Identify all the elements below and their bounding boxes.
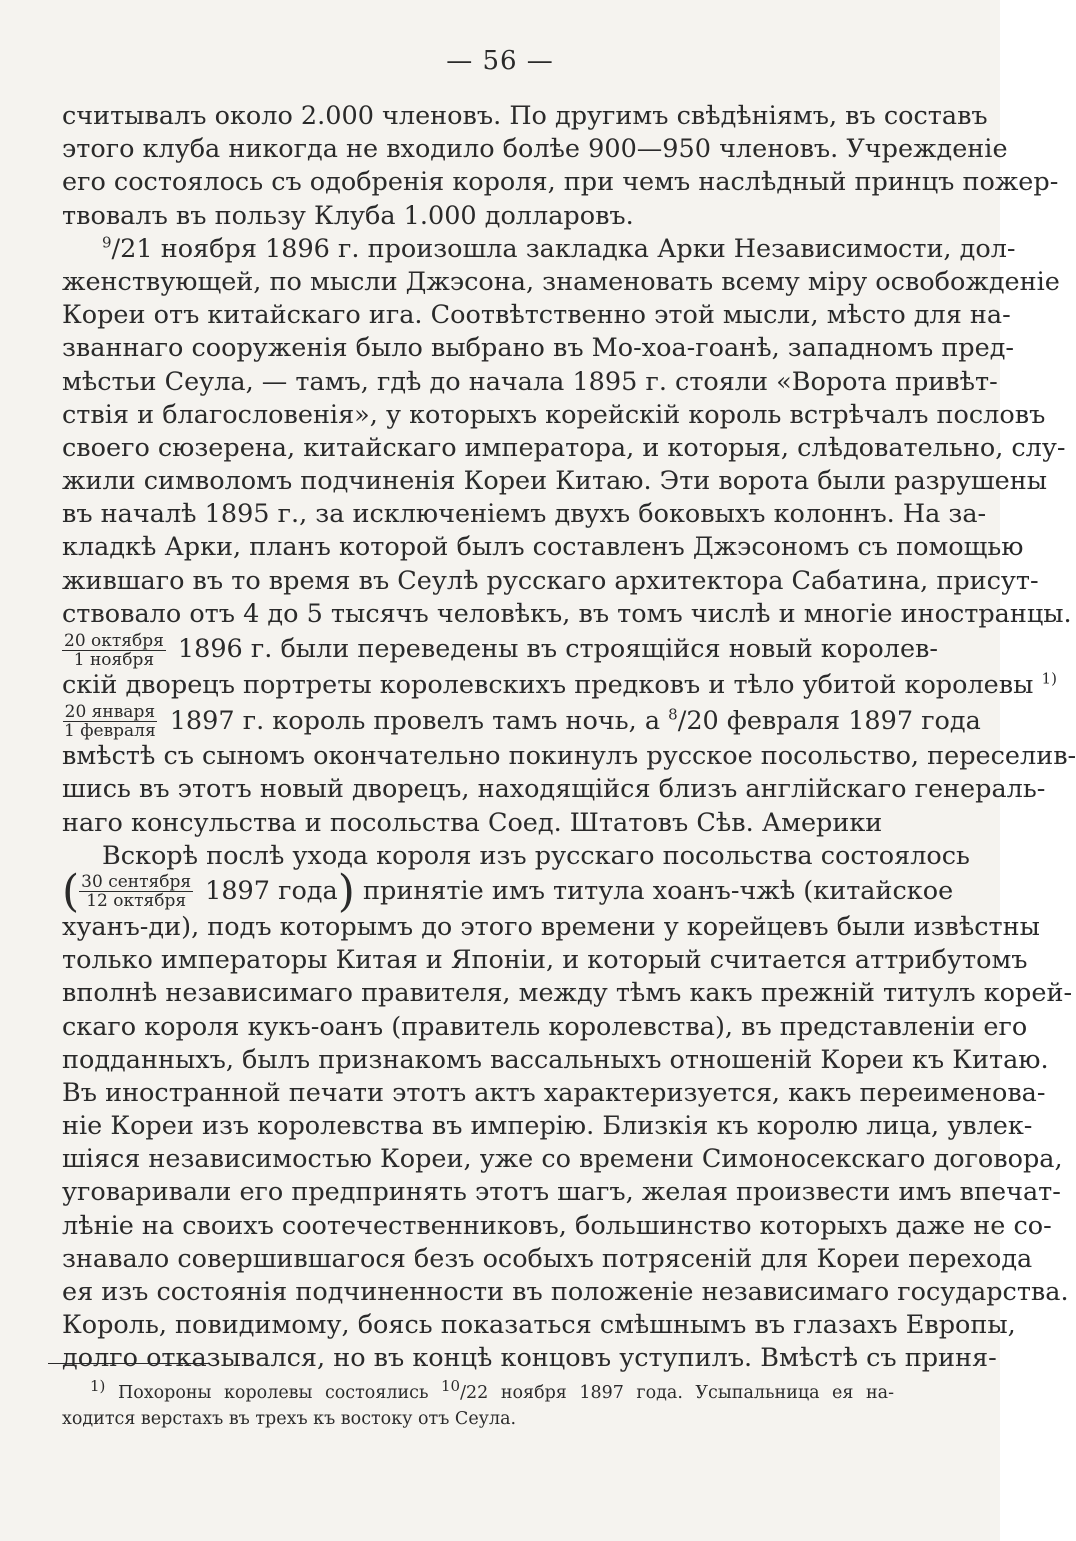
text-fragment: ноября 1897 года. Усыпальница ея на-	[500, 1383, 894, 1403]
text-line: Вскорѣ послѣ ухода короля изъ русскаго посольства состоялось	[102, 840, 970, 871]
footnote	[62, 1377, 894, 1432]
text-fragment: февраля 1897 года	[726, 705, 981, 736]
text-line: только императоры Китая и Японіи, и который считается аттрибутомъ	[62, 945, 1028, 976]
text-line: женствующей, по мысли Джэсона, знаменовать всему міру освобожденіе	[62, 266, 1060, 297]
text-line: Король, повидимому, боясь показаться смѣшнымъ въ глазахъ Европы,	[62, 1310, 1016, 1341]
date-denominator: 22	[466, 1383, 489, 1403]
date-fraction-line	[62, 630, 939, 670]
fraction-numerator: 30 сентября	[81, 872, 192, 893]
text-line: наго консульства и посольства Соед. Штатовъ Сѣв. Америки	[62, 807, 883, 838]
text-line: хуанъ-ди), подъ которымъ до этого времени у корейцевъ были извѣстны	[62, 911, 1040, 942]
footnote-line: 1) Похороны королевы состоялись 10/22 ноября 1897 года. Усыпальница ея на-	[90, 1377, 894, 1403]
text-line: шись въ этотъ новый дворецъ, находящійся близъ англійскаго генераль-	[62, 774, 1046, 805]
text-line: вмѣстѣ съ сыномъ окончательно покинулъ русское посольство, переселив-	[62, 741, 1076, 772]
text-line	[62, 669, 1057, 702]
text-line: мѣстьи Сеула, — тамъ, гдѣ до начала 1895 г. стояли «Ворота привѣт-	[62, 366, 998, 397]
text-line: подданныхъ, былъ признакомъ вассальныхъ отношеній Кореи къ Китаю.	[62, 1044, 1049, 1075]
text-line: ствовало отъ 4 до 5 тысячъ человѣкъ, въ томъ числѣ и многіе иностранцы.	[62, 598, 1072, 629]
fraction-numerator: 20 января	[64, 701, 156, 722]
footnote-divider	[48, 1363, 210, 1364]
text-line: лѣніе на своихъ соотечественниковъ, большинство которыхъ даже не со-	[62, 1210, 1052, 1241]
date-numerator: 9	[102, 233, 112, 252]
date-fraction	[62, 632, 166, 669]
footnote-line: ходится верстахъ въ трехъ къ востоку отъ Сеула.	[62, 1409, 517, 1429]
text-line: ея изъ состоянія подчиненности въ положеніе независимаго государства.	[62, 1277, 1069, 1307]
text-fragment: принятіе имъ титула хоанъ-чжѣ (китайское	[363, 876, 954, 907]
text-line: своего сюзерена, китайскаго императора, и которыя, слѣдовательно, слу-	[62, 432, 1066, 463]
text-line: скаго короля кукъ-оанъ (правитель королевства), въ представленіи его	[62, 1011, 1028, 1042]
date-numerator: 8	[668, 705, 678, 724]
text-line: Въ иностранной печати этотъ актъ характеризуется, какъ переименова-	[62, 1077, 1046, 1108]
text-line: вполнѣ независимаго правителя, между тѣмъ какъ прежній титулъ корей-	[62, 978, 1073, 1009]
text-line: жившаго въ то время въ Сеулѣ русскаго архитектора Сабатина, присут-	[62, 565, 1039, 596]
fraction-denominator: 12 октября	[86, 891, 187, 912]
text-line: $^9$/21 ноября 1896 г. произошла закладка Арки Независимости, дол-	[102, 233, 1016, 264]
text-line: жили символомъ подчиненія Кореи Китаю. Эти ворота были разрушены	[62, 466, 1047, 497]
text-line: званнаго сооруженія было выбрано въ Мо-хоа-гоанѣ, западномъ пред-	[62, 333, 1015, 364]
text-line: ніе Кореи изъ королевства въ имперію. Близкія къ королю лица, увлек-	[62, 1111, 1033, 1142]
text-line: считывалъ около 2.000 членовъ. По другимъ свѣдѣніямъ, въ составъ	[62, 101, 988, 131]
date-numerator: 10	[441, 1377, 461, 1396]
text-line: этого клуба никогда не входило болѣе 900—950 членовъ. Учрежденіе	[62, 134, 1008, 165]
text-line: его состоялось съ одобренія короля, при чемъ наслѣдный принцъ пожер-	[62, 167, 1059, 198]
page-number: — 56 —	[446, 46, 554, 76]
date-fraction-line	[62, 701, 981, 741]
text-fragment: 1897 г. король провелъ тамъ ночь, а	[169, 705, 661, 736]
text-line: шіяся независимостью Кореи, уже со времени Симоносекскаго договора,	[62, 1144, 1063, 1175]
text-line: кладкѣ Арки, планъ которой былъ составленъ Джэсономъ съ помощью	[62, 532, 1024, 563]
text-fragment: 1897 года	[205, 876, 338, 907]
fraction-numerator: 20 октября	[64, 630, 164, 651]
text-fragment: 1896 г. были переведены въ строящійся новый королев-	[177, 634, 939, 665]
text-fragment: скій дворецъ портреты королевскихъ предковъ и тѣло убитой королевы	[62, 670, 1034, 700]
date-denominator: 20	[686, 705, 719, 736]
text-line: ствія и благословенія», у которыхъ корейскій король встрѣчалъ пословъ	[62, 399, 1046, 430]
date-fraction-line	[62, 865, 954, 917]
text-line: уговаривали его предпринять этотъ шагъ, желая произвести имъ впечат-	[62, 1177, 1061, 1208]
open-paren: (	[62, 865, 80, 917]
text-fragment: 1897 г. король провелъ тамъ ночь, а $^8$/20 февраля 1897 года	[169, 705, 981, 736]
text-line: твовалъ въ пользу Клуба 1.000 долларовъ.	[62, 200, 634, 231]
text-fragment: ноября 1896 г. произошла закладка Арки Независимости, дол-	[160, 233, 1016, 264]
text-fragment: Похороны королевы состоялись	[117, 1383, 429, 1403]
footnote-ref: 1)	[1041, 669, 1057, 688]
fraction-denominator: 1 ноября	[73, 649, 155, 670]
close-paren: )	[337, 865, 355, 917]
body-text	[62, 100, 1076, 1376]
date-fraction	[62, 703, 158, 740]
text-line: въ началѣ 1895 г., за исключеніемъ двухъ боковыхъ колоннъ. На за-	[62, 499, 987, 530]
text-line: знавало совершившагося безъ особыхъ потрясеній для Кореи перехода	[62, 1243, 1033, 1274]
date-denominator: 21	[120, 233, 153, 264]
text-line: долго отказывался, но въ концѣ концовъ уступилъ. Вмѣстѣ съ приня-	[62, 1343, 997, 1374]
text-line: Кореи отъ китайскаго ига. Соотвѣтственно этой мысли, мѣсто для на-	[62, 300, 1011, 331]
date-fraction	[79, 873, 193, 910]
fraction-denominator: 1 февраля	[64, 720, 156, 741]
footnote-marker: 1)	[90, 1377, 106, 1396]
